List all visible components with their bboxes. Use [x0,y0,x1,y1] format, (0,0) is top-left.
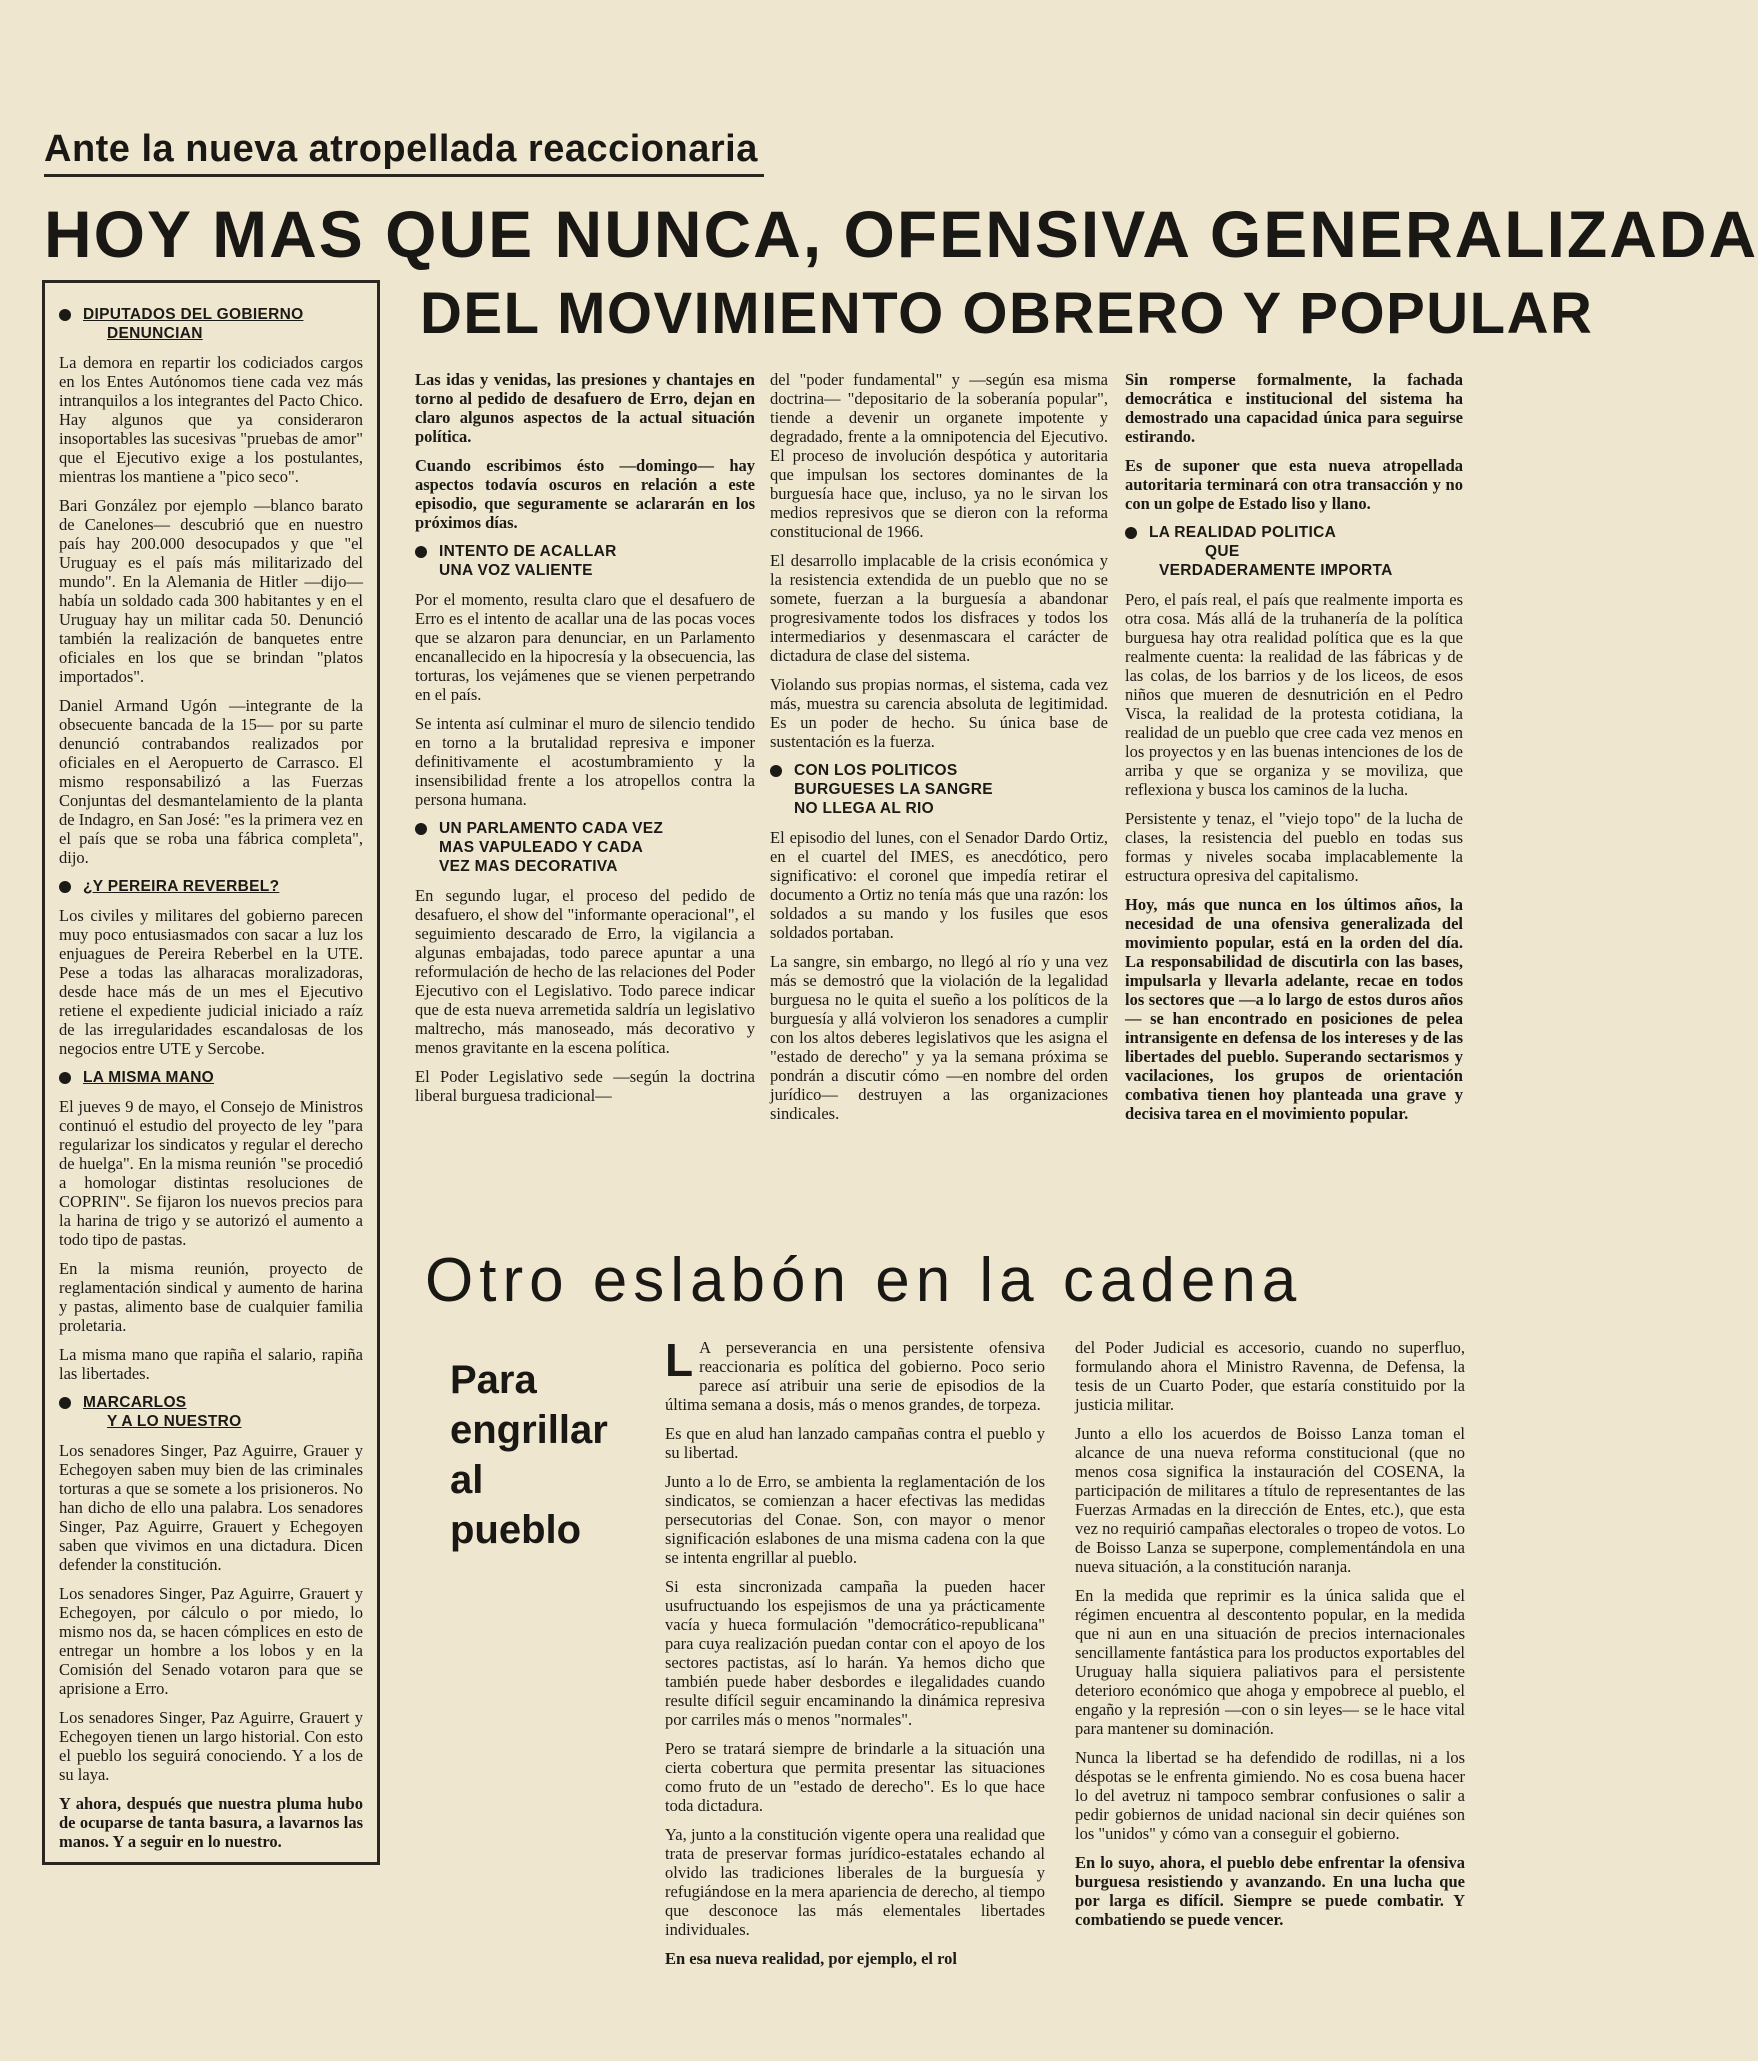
bullet-icon [59,1397,71,1409]
section2-title: Otro eslabón en la cadena [425,1246,1303,1315]
article-paragraph: Pero se tratará siempre de brindarle a la situación una cierta cobertura que permita presentar las situaciones como fruto de un "estado de derecho". Es lo que hace toda dictadura. [665,1739,1045,1815]
sidebar-paragraph: La demora en repartir los codiciados cargos en los Entes Autónomos tiene cada vez más intranquilos a los integrantes del Pacto Chico. Hay algunos que ya consideraron insoportables las sucesivas "pruebas de amor" que el Ejecutivo exige a los postulantes, mientras los mantiene a "pico seco". [59,353,363,486]
sidebar-heading-pereira: ¿Y PEREIRA REVERBEL? [59,877,363,896]
section2-subtitle-line: engrillar [450,1408,608,1452]
bullet-icon [770,765,782,777]
bullet-icon [59,1072,71,1084]
bullet-icon [415,823,427,835]
section2-subtitle-line: pueblo [450,1508,582,1552]
article-paragraph: En la medida que reprimir es la única salida que el régimen encuentra al descontento popular, en la medida que ni aun en una situación de precios internacionales sencillamente fantástica para los productos exportables del Uruguay halla siquiera paliativos para el persistente deterioro económico que ahoga y empobrece al pueblo, el engaño y la represión —con o sin leyes— se le hace vital para mantener su dominación. [1075,1586,1465,1738]
sidebar-paragraph: Los senadores Singer, Paz Aguirre, Grauert y Echegoyen tienen un largo historial. Con esto el pueblo los seguirá conociendo. Y a los de su laya. [59,1708,363,1784]
article-paragraph: Violando sus propias normas, el sistema, cada vez más, muestra su carencia absoluta de legitimidad. Es un poder de hecho. Su única base de sustentación es la fuerza. [770,675,1108,751]
section2-column-2 [1075,1338,1465,1939]
article-paragraph: L A perseverancia en una persistente ofensiva reaccionaria es política del gobierno. Poco serio parece así atribuir una serie de episodios de la última semana a dosis, más o menos grandes, de torpeza. [665,1334,1045,1414]
sidebar-heading-marcarlos: MARCARLOS Y A LO NUESTRO [59,1393,363,1431]
sidebar-box [42,280,380,1865]
sidebar-paragraph: El jueves 9 de mayo, el Consejo de Ministros continuó el estudio del proyecto de ley "para regularizar los sindicatos y regular el derecho de huelga". En la misma reunión "se procedió a homologar distintas resoluciones de COPRIN". Se fijaron los nuevos precios para la harina de trigo y se autorizó el aumento a todo tipo de pastas. [59,1097,363,1249]
article-paragraph: La sangre, sin embargo, no llegó al río y una vez más se demostró que la violación de la legalidad burguesa no le quita el sueño a los políticos de la burguesía y allá volvieron los senadores a cumplir con los altos deberes legislativos que les asigna el "estado de derecho" y ya la semana próxima se pondrán a discutir cómo —en nombre del orden jurídico— destruyen a las organizaciones sindicales. [770,952,1108,1123]
sidebar-heading-diputados: DIPUTADOS DEL GOBIERNO DENUNCIAN [59,305,363,343]
article-paragraph: Junto a lo de Erro, se ambienta la reglamentación de los sindicatos, se comienzan a hacer efectivas las medidas persecutorias del Conae. Son, con mayor o menor significación eslabones de una misma cadena con la que se intenta engrillar al pueblo. [665,1472,1045,1567]
article-paragraph: En lo suyo, ahora, el pueblo debe enfrentar la ofensiva burguesa resistiendo y avanzando. En una lucha que por larga es difícil. Siempre se puede combatir. Y combatiendo se puede vencer. [1075,1853,1465,1929]
main-headline-line2: DEL MOVIMIENTO OBRERO Y POPULAR [420,281,1594,346]
article-paragraph: del Poder Judicial es accesorio, cuando no superfluo, formulando ahora el Ministro Ravenna, de Defensa, la tesis de un Cuarto Poder, que estaría constituido por la justicia militar. [1075,1338,1465,1414]
article-paragraph: Sin romperse formalmente, la fachada democrática e institucional del sistema ha demostrado una capacidad única para seguirse estirando. [1125,370,1463,446]
section2-subtitle [450,1355,640,1555]
article-paragraph: Es de suponer que esta nueva atropellada autoritaria terminará con otra transacción y no con un golpe de Estado liso y llano. [1125,456,1463,513]
sidebar-paragraph: Los senadores Singer, Paz Aguirre, Grauer y Echegoyen saben muy bien de las criminales torturas a que se somete a los prisioneros. No han dicho de ello una palabra. Los senadores Singer, Paz Aguirre, Grauert y Echegoyen saben que vivimos en una dictadura. Dicen defender la constitución. [59,1441,363,1574]
sidebar-paragraph: Bari González por ejemplo —blanco barato de Canelones— descubrió que en nuestro país hay 200.000 desocupados y que "el Uruguay es el país más militarizado del mundo". En la Alemania de Hitler —dijo— había un soldado cada 300 habitantes y en el Uruguay hay un militar cada 50. Denunció también la realización de banquetes entre oficiales en los que se brindan "platos importados". [59,496,363,686]
bullet-icon [59,309,71,321]
sidebar-heading-misma-mano: LA MISMA MANO [59,1068,363,1087]
article-paragraph: Se intenta así culminar el muro de silencio tendido en torno a la brutalidad represiva e imponer definitivamente el acostumbramiento y la insensibilidad frente a los atropellos contra la persona humana. [415,714,755,809]
article-paragraph: En esa nueva realidad, por ejemplo, el rol [665,1949,957,1968]
sidebar-paragraph: Y ahora, después que nuestra pluma hubo de ocuparse de tanta basura, a lavarnos las manos. Y a seguir en lo nuestro. [59,1794,363,1851]
article-column-2 [770,370,1108,1133]
subheading-parlamento: UN PARLAMENTO CADA VEZ MAS VAPULEADO Y CADA VEZ MAS DECORATIVA [415,819,755,876]
article-column-1 [415,370,755,1115]
bullet-icon [415,546,427,558]
article-paragraph: El desarrollo implacable de la crisis económica y la resistencia extendida de un pueblo que no se somete, fuerzan a la burguesía a abandonar progresivamente todos los disfraces y todos los intermediarios y desenmascara el carácter de dictadura de clase del sistema. [770,551,1108,665]
sidebar-paragraph: La misma mano que rapiña el salario, rapiña las libertades. [59,1345,363,1383]
kicker-headline: Ante la nueva atropellada reaccionaria [44,128,758,170]
bullet-icon [59,881,71,893]
section2-column-1 [665,1334,1045,1978]
article-paragraph: Por el momento, resulta claro que el desafuero de Erro es el intento de acallar una de las pocas voces que se alzaron para denunciar, en un Parlamento encanallecido en la hipocresía y la obsecuencia, las torturas, los vejámenes que se vienen perpetrando en el país. [415,590,755,704]
article-paragraph: Ya, junto a la constitución vigente opera una realidad que trata de preservar formas jurídico-estatales echando al olvido las tradiciones liberales de la burguesía y refugiándose en la mera apariencia de derecho, al tiempo que desconoce las más elementales libertades individuales. [665,1825,1045,1939]
article-paragraph: Es que en alud han lanzado campañas contra el pueblo y su libertad. [665,1424,1045,1462]
article-paragraph: Si esta sincronizada campaña la pueden hacer usufructuando los espejismos de una ya prácticamente vacía y hueca formulación "democrático-republicana" para cuya realización puedan contar con el apoyo de los sectores pactistas, así lo harán. Ya hemos dicho que también puede haber desbordes e ilegalidades cuando resulte difícil seguir encaminando la dinámica represiva por carriles más o menos "normales". [665,1577,1045,1729]
article-paragraph: Pero, el país real, el país que realmente importa es otra cosa. Más allá de la truhanería de la política burguesa hay otra realidad política que es la que realmente cuenta: la realidad de las fábricas y de las colas, de los barrios y de los liceos, de esos niños que mueren de desnutrición en el Pedro Visca, la realidad de la protesta cotidiana, la realidad de un pueblo que cree cada vez menos en los proyectos y en las buenas intenciones de los de arriba y que se organiza y se moviliza, que reflexiona y busca los caminos de la lucha. [1125,590,1463,799]
article-column-3 [1125,370,1463,1133]
subheading-politicos: CON LOS POLITICOS BURGUESES LA SANGRE NO LLEGA AL RIO [770,761,1108,818]
section2-subtitle-line: al [450,1458,484,1502]
article-paragraph: El Poder Legislativo sede —según la doctrina liberal burguesa tradicional— [415,1067,755,1105]
article-paragraph: El episodio del lunes, con el Senador Dardo Ortiz, en el cuartel del IMES, es anecdótico, pero significativo: el coronel que impedía retirar el documento a Ortiz no tenía más que una razón: los soldados a su mando y los fusiles que esos soldados portaban. [770,828,1108,942]
sidebar-paragraph: Los civiles y militares del gobierno parecen muy poco entusiasmados con sacar a luz los enjuagues de Pereira Reberbel en la UTE. Pese a todas las alharacas moralizadoras, desde hace más de un mes el Ejecutivo retiene el expediente judicial iniciado a raíz de las irregularidades escandalosas de los negocios entre UTE y Sercobe. [59,906,363,1058]
subheading-realidad: LA REALIDAD POLITICA QUE VERDADERAMENTE IMPORTA [1125,523,1463,580]
article-paragraph: del "poder fundamental" y —según esa misma doctrina— "depositario de la soberanía popular", tiende a devenir un organete impotente y degradado, frente a la omnipotencia del Ejecutivo. El proceso de involución despótica y autoritaria que impulsan los sectores dominantes de la burguesía hace que, incluso, ya no le sirvan los medios represivos que se dieron con la reforma constitucional de 1966. [770,370,1108,541]
kicker-underline [44,174,764,177]
article-paragraph: Cuando escribimos ésto —domingo— hay aspectos todavía oscuros en relación a este episodio, que seguramente se aclararán en los próximos días. [415,456,755,532]
sidebar-paragraph: Los senadores Singer, Paz Aguirre, Grauert y Echegoyen, por cálculo o por miedo, lo mismo nos da, se hacen cómplices en esto de entregar un hombre a los lobos y en la Comisión del Senado votaron para que se aprisione a Erro. [59,1584,363,1698]
drop-cap: L [665,1334,694,1386]
subheading-intento: INTENTO DE ACALLAR UNA VOZ VALIENTE [415,542,755,580]
main-headline-line1: HOY MAS QUE NUNCA, OFENSIVA GENERALIZADA [44,197,1758,271]
article-paragraph: Hoy, más que nunca en los últimos años, la necesidad de una ofensiva generalizada del movimiento popular, está en la orden del día. La responsabilidad de discutirla con las bases, impulsarla y llevarla adelante, recae en todos los sectores que —a lo largo de estos duros años— se han encontrado en posiciones de pelea intransigente en defensa de los intereses y de las libertades del pueblo. Superando sectarismos y vacilaciones, los grupos de orientación combativa tienen hoy planteada una grave y decisiva tarea en el movimiento popular. [1125,895,1463,1123]
article-paragraph: En segundo lugar, el proceso del pedido de desafuero, el show del "informante operacional", el seguimiento descarado de Erro, la vigilancia a algunas embajadas, todo parece apuntar a una reformulación de hecho de las relaciones del Poder Ejecutivo con el Legislativo. Todo parece indicar que de esta nueva arremetida saldría un legislativo maltrecho, más manoseado, más decorativo y menos gravitante en la escena política. [415,886,755,1057]
sidebar-paragraph: Daniel Armand Ugón —integrante de la obsecuente bancada de la 15— por su parte denunció contrabandos realizados por oficiales en el Aeropuerto de Carrasco. El mismo responsabilizó a las Fuerzas Conjuntas del desmantelamiento de la planta de Indagro, en San José: "es la primera vez en el país que se roba una fábrica completa", dijo. [59,696,363,867]
article-paragraph: Nunca la libertad se ha defendido de rodillas, ni a los déspotas se le enfrenta gimiendo. No es cosa buena hacer lo del avetruz ni tampoco sembrar confusiones o salir a pedir gobiernos de unidad nacional sin decir quiénes son los "unidos" y cómo van a conseguir el gobierno. [1075,1748,1465,1843]
bullet-icon [1125,527,1137,539]
article-paragraph: Las idas y venidas, las presiones y chantajes en torno al pedido de desafuero de Erro, dejan en claro algunos aspectos de la actual situación política. [415,370,755,446]
article-paragraph: Persistente y tenaz, el "viejo topo" de la lucha de clases, la resistencia del pueblo en todas sus formas y niveles socaba implacablemente la estructura opresiva del capitalismo. [1125,809,1463,885]
section2-subtitle-line: Para [450,1358,537,1402]
article-paragraph: Junto a ello los acuerdos de Boisso Lanza toman el alcance de una nueva reforma constitucional (que no menos cosa significa la instauración del COSENA, la participación de militares a título de representantes de las Fuerzas Armadas en la dirección de Entes, etc.), que esta vez no requirió campañas electorales o tropeo de votos. Lo de Boisso Lanza se superpone, complementándola en una nueva situación, a la constitución naranja. [1075,1424,1465,1576]
sidebar-paragraph: En la misma reunión, proyecto de reglamentación sindical y aumento de harina y pastas, alimento base de cualquier familia proletaria. [59,1259,363,1335]
